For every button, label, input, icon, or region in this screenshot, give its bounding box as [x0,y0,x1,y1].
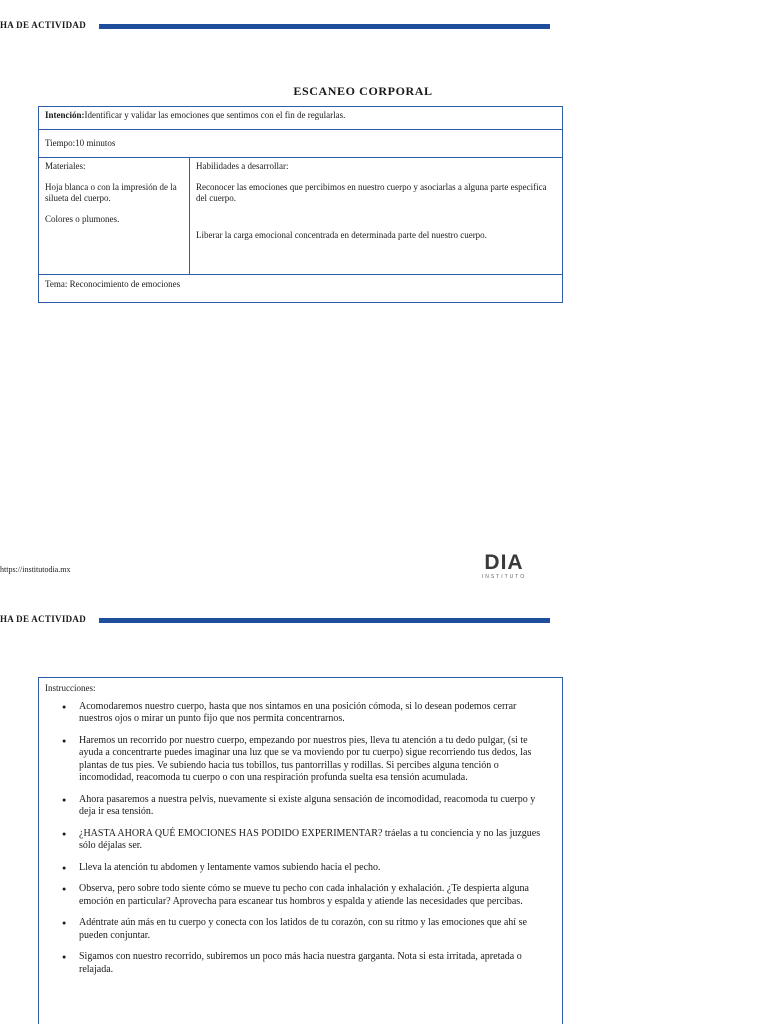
list-item: ● Ahora pasaremos a nuestra pelvis, nuevamente si existe alguna sensación de incomodidad, reacomoda tu cuerpo y deja ir esa tensión. [45,794,556,819]
header-bar [99,618,550,623]
list-item: ● Sigamos con nuestro recorrido, subiremos un poco más hacia nuestra garganta. Nota si esta irritada, apretada o relajada. [45,951,556,976]
habilidades-item: Liberar la carga emocional concentrada en determinada parte del nuestro cuerpo. [196,230,487,240]
instrucciones-label: Instrucciones: [45,683,96,693]
list-item: ● Observa, pero sobre todo siente cómo se mueve tu pecho con cada inhalación y exhalación. ¿Te despierta alguna emoción en particular? Aprovecha para escanear tus hombros y espalda y atiende las necesidades que percibas. [45,883,556,908]
instrucciones-list [45,701,556,977]
habilidades-item: Reconocer las emociones que percibimos en nuestro cuerpo y asociarlas a alguna parte especifica del cuerpo. [196,182,547,203]
habilidades-label: Habilidades a desarrollar: [196,161,289,171]
dia-logo [475,553,533,580]
materiales-label: Materiales: [45,161,86,171]
activity-header [0,20,560,32]
materiales-item: Hoja blanca o con la impresión de la silueta del cuerpo. [45,182,177,203]
footer-url-link[interactable]: https://institutodia.mx [0,565,71,574]
habilidades-cell [190,158,562,274]
table-row-materiales [39,158,562,275]
materiales-item: Colores o plumones. [45,214,120,224]
activity-table [38,106,563,303]
intencion-text: Identificar y validar las emociones que sentimos con el fin de regularlas. [84,110,346,120]
instrucciones-box [38,677,563,1024]
table-row-tema [39,275,562,302]
header-bar [99,24,550,29]
intencion-cell [39,107,351,129]
materiales-cell [39,158,190,274]
page-title: ESCANEO CORPORAL [293,84,433,98]
list-item: ● Adéntrate aún más en tu cuerpo y conecta con los latidos de tu corazón, con su ritmo y las emociones que ahí se pueden conjuntar. [45,917,556,942]
header-label: HA DE ACTIVIDAD [0,614,87,624]
tema-cell: Tema: Reconocimiento de emociones [45,279,181,289]
list-item: ● ¿HASTA AHORA QUÉ EMOCIONES HAS PODIDO EXPERIMENTAR? tráelas a tu conciencia y no las juzgues sólo déjalas ser. [45,828,556,853]
table-row-intencion [39,107,562,130]
header-label: HA DE ACTIVIDAD [0,20,87,30]
list-item: ● Acomodaremos nuestro cuerpo, hasta que nos sintamos en una posición cómoda, si lo desean podemos cerrar nuestros ojos o mirar un punto fijo que nos permita concentrarnos. [45,701,556,726]
table-row-tiempo [39,130,562,158]
activity-header-2 [0,614,560,626]
tiempo-cell: Tiempo:10 minutos [45,138,116,148]
logo-subtext: INSTITUTO [481,574,527,580]
intencion-label: Intención: [45,110,85,120]
logo-text: DIA [484,551,524,574]
list-item: ● Haremos un recorrido por nuestro cuerpo, empezando por nuestros pies, lleva tu atención a tu dedo pulgar, (si te ayuda a concentrarte puedes imaginar una luz que se va moviendo por tu cuerpo) sigue recorriendo tus dedos, las plantas de tus pies. Ve subiendo hacia tus tobillos, tus pantorrillas y rodillas. Si percibes alguna tención o incomodidad, reacomoda tu cuerpo o con una respiración profunda suelta esa tensión acumulada. [45,735,556,785]
list-item: ● Lleva la atención tu abdomen y lentamente vamos subiendo hacia el pecho. [45,862,556,875]
